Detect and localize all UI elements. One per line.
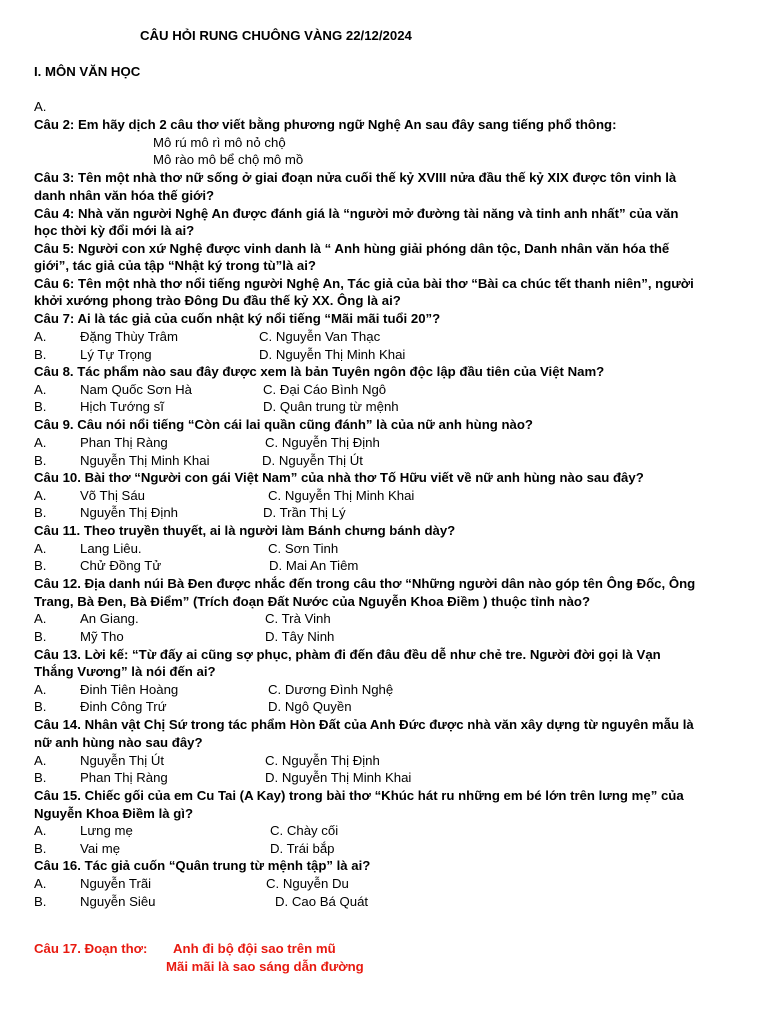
question-7: Câu 7: Ai là tác giả của cuốn nhật ký nổi tiếng “Mãi mãi tuổi 20”? bbox=[34, 311, 441, 326]
option-d: D. Nguyễn Thị Minh Khai bbox=[265, 770, 412, 785]
option-b: Nguyễn Thị Minh Khai bbox=[80, 453, 210, 468]
option-a: Lang Liêu. bbox=[80, 541, 142, 556]
option-d: D. Mai An Tiêm bbox=[269, 558, 359, 573]
option-a-label: A. bbox=[34, 541, 47, 556]
question-14-line-2: nữ anh hùng nào sau đây? bbox=[34, 735, 203, 750]
option-a-label: A. bbox=[34, 876, 47, 891]
option-b-label: B. bbox=[34, 770, 47, 785]
question-1-label: A. bbox=[34, 99, 47, 114]
option-a-label: A. bbox=[34, 382, 47, 397]
option-d: D. Cao Bá Quát bbox=[275, 894, 369, 909]
option-b-label: B. bbox=[34, 558, 47, 573]
question-2-verse-1: Mô rú mô rì mô nỏ chộ bbox=[153, 135, 286, 150]
option-a-label: A. bbox=[34, 329, 47, 344]
question-3-line-2: danh nhân văn hóa thế giới? bbox=[34, 188, 215, 203]
question-13-line-2: Thắng Vương” là nói đến ai? bbox=[34, 664, 216, 679]
option-b-label: B. bbox=[34, 399, 47, 414]
question-5-line-1: Câu 5: Người con xứ Nghệ được vinh danh là “ Anh hùng giải phóng dân tộc, Danh nhân văn hóa thế bbox=[34, 241, 670, 256]
option-b: Đinh Công Trứ bbox=[80, 699, 167, 714]
option-c: C. Trà Vinh bbox=[265, 611, 331, 626]
option-c: C. Chày cối bbox=[270, 823, 339, 838]
question-5-line-2: giới”, tác giả của tập “Nhật ký trong tù”là ai? bbox=[34, 258, 316, 273]
question-10: Câu 10. Bài thơ “Người con gái Việt Nam” của nhà thơ Tố Hữu viết về nữ anh hùng nào sau đây? bbox=[34, 470, 644, 485]
option-b: Lý Tự Trọng bbox=[80, 347, 152, 362]
option-c: C. Nguyễn Thị Định bbox=[265, 435, 380, 450]
question-2-verse-2: Mô rào mô bể chộ mô mồ bbox=[153, 152, 304, 167]
question-15-line-1: Câu 15. Chiếc gối của em Cu Tai (A Kay) trong bài thơ “Khúc hát ru những em bé lớn trên lưng mẹ” của bbox=[34, 788, 684, 803]
option-b-label: B. bbox=[34, 894, 47, 909]
question-15-line-2: Nguyễn Khoa Điềm là gì? bbox=[34, 806, 194, 821]
option-d: D. Trái bắp bbox=[270, 841, 335, 856]
question-3-line-1: Câu 3: Tên một nhà thơ nữ sống ở giai đoạn nửa cuối thế kỷ XVIII nửa đầu thế kỷ XIX được tôn vinh là bbox=[34, 170, 677, 185]
question-17-verse-1: Anh đi bộ đội sao trên mũ bbox=[173, 941, 336, 956]
document-title: CÂU HỎI RUNG CHUÔNG VÀNG 22/12/2024 bbox=[140, 28, 412, 43]
option-d: D. Tây Ninh bbox=[265, 629, 335, 644]
question-13-line-1: Câu 13. Lời kế: “Từ đấy ai cũng sợ phục, phàm đi đến đâu đều dễ như chẻ tre. Người đời gọi là Vạn bbox=[34, 647, 661, 662]
option-a: Nguyễn Thị Út bbox=[80, 753, 165, 768]
question-4-line-1: Câu 4: Nhà văn người Nghệ An được đánh giá là “người mở đường tài năng và tinh anh nhất” của văn bbox=[34, 206, 679, 221]
question-2: Câu 2: Em hãy dịch 2 câu thơ viết bằng phương ngữ Nghệ An sau đây sang tiếng phổ thông: bbox=[34, 117, 617, 132]
option-b: Chử Đồng Tử bbox=[80, 558, 162, 573]
question-9: Câu 9. Câu nói nổi tiếng “Còn cái lai quần cũng đánh” là của nữ anh hùng nào? bbox=[34, 417, 533, 432]
option-b: Vai mẹ bbox=[80, 841, 121, 856]
option-a-label: A. bbox=[34, 753, 47, 768]
option-a: Võ Thị Sáu bbox=[80, 488, 146, 503]
option-c: C. Nguyễn Thị Minh Khai bbox=[268, 488, 415, 503]
question-17-verse-2: Mãi mãi là sao sáng dẫn đường bbox=[166, 959, 364, 974]
question-11: Câu 11. Theo truyền thuyết, ai là người làm Bánh chưng bánh dày? bbox=[34, 523, 456, 538]
option-b-label: B. bbox=[34, 347, 47, 362]
option-a-label: A. bbox=[34, 823, 47, 838]
option-a-label: A. bbox=[34, 488, 47, 503]
question-4-line-2: học thời kỳ đổi mới là ai? bbox=[34, 223, 195, 238]
question-6-line-2: khởi xướng phong trào Đông Du đầu thế kỷ XX. Ông là ai? bbox=[34, 293, 401, 308]
option-c: C. Sơn Tinh bbox=[268, 541, 339, 556]
option-a-label: A. bbox=[34, 435, 47, 450]
option-a: Đinh Tiên Hoàng bbox=[80, 682, 179, 697]
section-heading: I. MÔN VĂN HỌC bbox=[34, 64, 141, 79]
option-b-label: B. bbox=[34, 505, 47, 520]
question-8: Câu 8. Tác phẩm nào sau đây được xem là bản Tuyên ngôn độc lập đầu tiên của Việt Nam? bbox=[34, 364, 605, 379]
option-d: D. Ngô Quyền bbox=[268, 699, 352, 714]
question-12-line-1: Câu 12. Địa danh núi Bà Đen được nhắc đến trong câu thơ “Những người dân nào góp tên Ông Đốc, Ông bbox=[34, 576, 696, 591]
option-c: C. Đại Cáo Bình Ngô bbox=[263, 382, 387, 397]
option-c: C. Nguyễn Van Thạc bbox=[259, 329, 381, 344]
option-a-label: A. bbox=[34, 682, 47, 697]
option-c: C. Nguyễn Thị Định bbox=[265, 753, 380, 768]
option-a-label: A. bbox=[34, 611, 47, 626]
option-b: Phan Thị Ràng bbox=[80, 770, 168, 785]
option-c: C. Nguyễn Du bbox=[266, 876, 349, 891]
option-b: Nguyễn Siêu bbox=[80, 894, 156, 909]
question-12-line-2: Trang, Bà Đen, Bà Điểm” (Trích đoạn Đất Nước của Nguyễn Khoa Điềm ) thuộc tỉnh nào? bbox=[34, 594, 591, 609]
option-d: D. Trần Thị Lý bbox=[263, 505, 346, 520]
option-b-label: B. bbox=[34, 841, 47, 856]
question-16: Câu 16. Tác giả cuốn “Quân trung từ mệnh tập” là ai? bbox=[34, 858, 371, 873]
question-17-label: Câu 17. Đoạn thơ: bbox=[34, 941, 148, 956]
option-b: Nguyễn Thị Định bbox=[80, 505, 178, 520]
option-a: Phan Thị Ràng bbox=[80, 435, 168, 450]
option-d: D. Nguyễn Thị Minh Khai bbox=[259, 347, 406, 362]
option-b: Hịch Tướng sĩ bbox=[80, 399, 164, 414]
option-a: Đặng Thùy Trâm bbox=[80, 329, 178, 344]
option-a: An Giang. bbox=[80, 611, 139, 626]
option-b-label: B. bbox=[34, 453, 47, 468]
option-b-label: B. bbox=[34, 699, 47, 714]
question-14-line-1: Câu 14. Nhân vật Chị Sứ trong tác phẩm Hòn Đất của Anh Đức được nhà văn xây dựng từ nguyên mẫu là bbox=[34, 717, 694, 732]
option-a: Nam Quốc Sơn Hà bbox=[80, 382, 192, 397]
option-a: Lưng mẹ bbox=[80, 823, 133, 838]
option-b-label: B. bbox=[34, 629, 47, 644]
option-b: Mỹ Tho bbox=[80, 629, 124, 644]
question-6-line-1: Câu 6: Tên một nhà thơ nổi tiếng người Nghệ An, Tác giả của bài thơ “Bài ca chúc tết thanh niên”, người bbox=[34, 276, 694, 291]
option-c: C. Dương Đình Nghệ bbox=[268, 682, 394, 697]
option-d: D. Nguyễn Thị Út bbox=[262, 453, 363, 468]
option-d: D. Quân trung từ mệnh bbox=[263, 399, 399, 414]
option-a: Nguyễn Trãi bbox=[80, 876, 152, 891]
